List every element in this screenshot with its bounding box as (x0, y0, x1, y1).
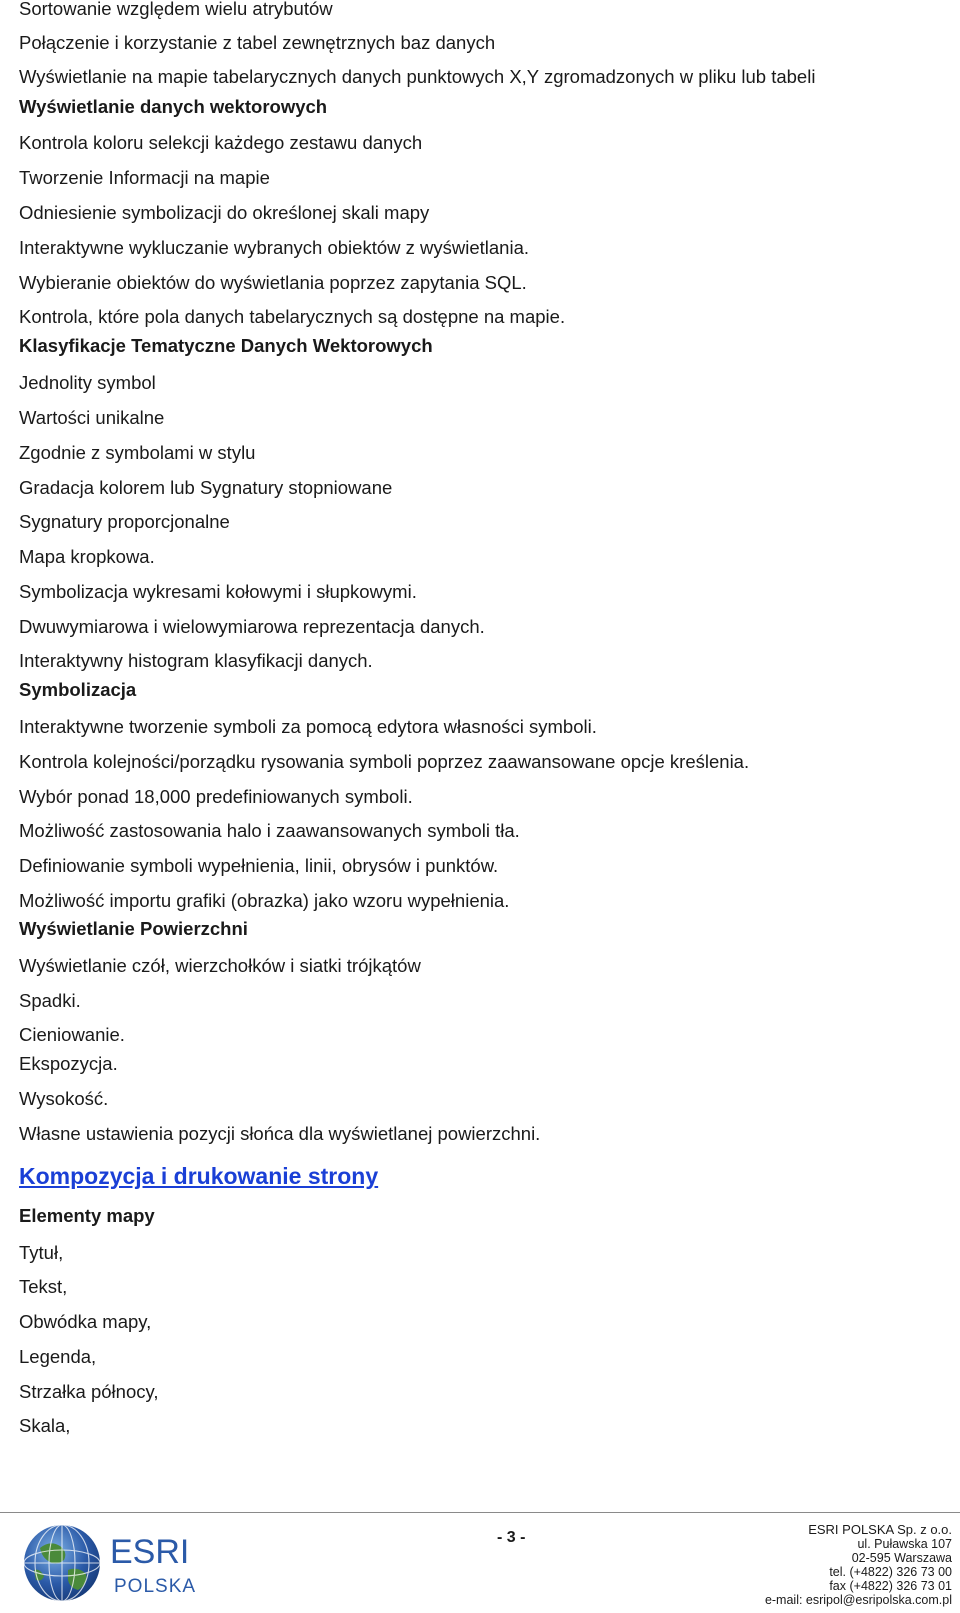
logo-text-sub: POLSKA (114, 1576, 197, 1597)
text-line: Wybór ponad 18,000 predefiniowanych symboli. (19, 786, 413, 807)
text-line: Kontrola, które pola danych tabelarycznych są dostępne na mapie. (19, 306, 566, 327)
text-line: Strzałka północy, (19, 1381, 159, 1402)
text-line: Wartości unikalne (19, 407, 165, 428)
text-line: Kontrola koloru selekcji każdego zestawu danych (19, 132, 423, 153)
text-line: Sortowanie względem wielu atrybutów (19, 0, 333, 19)
text-line: Możliwość importu grafiki (obrazka) jako wzoru wypełnienia. (19, 890, 510, 911)
text-line: Tytuł, (19, 1242, 64, 1263)
text-line: Symbolizacja wykresami kołowymi i słupkowymi. (19, 581, 417, 602)
page-number: - 3 - (497, 1529, 526, 1546)
text-line: Dwuwymiarowa i wielowymiarowa reprezentacja danych. (19, 616, 485, 637)
text-line: Wybieranie obiektów do wyświetlania poprzez zapytania SQL. (19, 272, 527, 293)
subheading: Wyświetlanie Powierzchni (19, 918, 248, 939)
logo-text-main: ESRI (110, 1533, 190, 1571)
subheading: Klasyfikacje Tematyczne Danych Wektorowych (19, 335, 433, 356)
esri-polska-logo (20, 1518, 210, 1608)
text-line: Własne ustawienia pozycji słońca dla wyświetlanej powierzchni. (19, 1123, 541, 1144)
company-street: ul. Puławska 107 (857, 1537, 952, 1551)
subheading: Symbolizacja (19, 679, 137, 700)
text-line: Wyświetlanie czół, wierzchołków i siatki trójkątów (19, 955, 421, 976)
company-contact (765, 1523, 952, 1607)
text-line: Spadki. (19, 990, 81, 1011)
globe-icon (20, 1518, 210, 1608)
company-name: ESRI POLSKA Sp. z o.o. (808, 1522, 952, 1537)
text-line: Definiowanie symboli wypełnienia, linii, obrysów i punktów. (19, 855, 499, 876)
text-line: Możliwość zastosowania halo i zaawansowanych symboli tła. (19, 820, 520, 841)
text-line: Interaktywne tworzenie symboli za pomocą edytora własności symboli. (19, 716, 597, 737)
text-line: Ekspozycja. (19, 1053, 118, 1074)
text-line: Cieniowanie. (19, 1024, 125, 1045)
footer-divider (0, 1512, 960, 1513)
text-line: Mapa kropkowa. (19, 546, 155, 567)
text-line: Kontrola kolejności/porządku rysowania symboli poprzez zaawansowane opcje kreślenia. (19, 751, 750, 772)
section-heading-link[interactable]: Kompozycja i drukowanie strony (19, 1163, 379, 1189)
text-line: Zgodnie z symbolami w stylu (19, 442, 256, 463)
text-line: Wyświetlanie na mapie tabelarycznych danych punktowych X,Y zgromadzonych w pliku lub tabeli (19, 66, 816, 87)
company-email[interactable]: e-mail: esripol@esripolska.com.pl (764, 1593, 952, 1607)
subheading: Elementy mapy (19, 1205, 155, 1226)
company-city: 02-595 Warszawa (851, 1551, 952, 1565)
subheading: Wyświetlanie danych wektorowych (19, 96, 328, 117)
text-line: Tekst, (19, 1276, 68, 1297)
company-fax: fax (+4822) 326 73 01 (829, 1579, 952, 1593)
text-line: Skala, (19, 1415, 71, 1436)
text-line: Odniesienie symbolizacji do określonej skali mapy (19, 202, 430, 223)
company-tel: tel. (+4822) 326 73 00 (829, 1565, 952, 1579)
text-line: Obwódka mapy, (19, 1311, 152, 1332)
text-line: Połączenie i korzystanie z tabel zewnętrznych baz danych (19, 32, 496, 53)
text-line: Legenda, (19, 1346, 97, 1367)
text-line: Gradacja kolorem lub Sygnatury stopniowane (19, 477, 393, 498)
text-line: Wysokość. (19, 1088, 109, 1109)
text-line: Interaktywny histogram klasyfikacji danych. (19, 650, 373, 671)
text-line: Jednolity symbol (19, 372, 156, 393)
text-line: Interaktywne wykluczanie wybranych obiektów z wyświetlania. (19, 237, 529, 258)
text-line: Tworzenie Informacji na mapie (19, 167, 270, 188)
text-line: Sygnatury proporcjonalne (19, 511, 230, 532)
